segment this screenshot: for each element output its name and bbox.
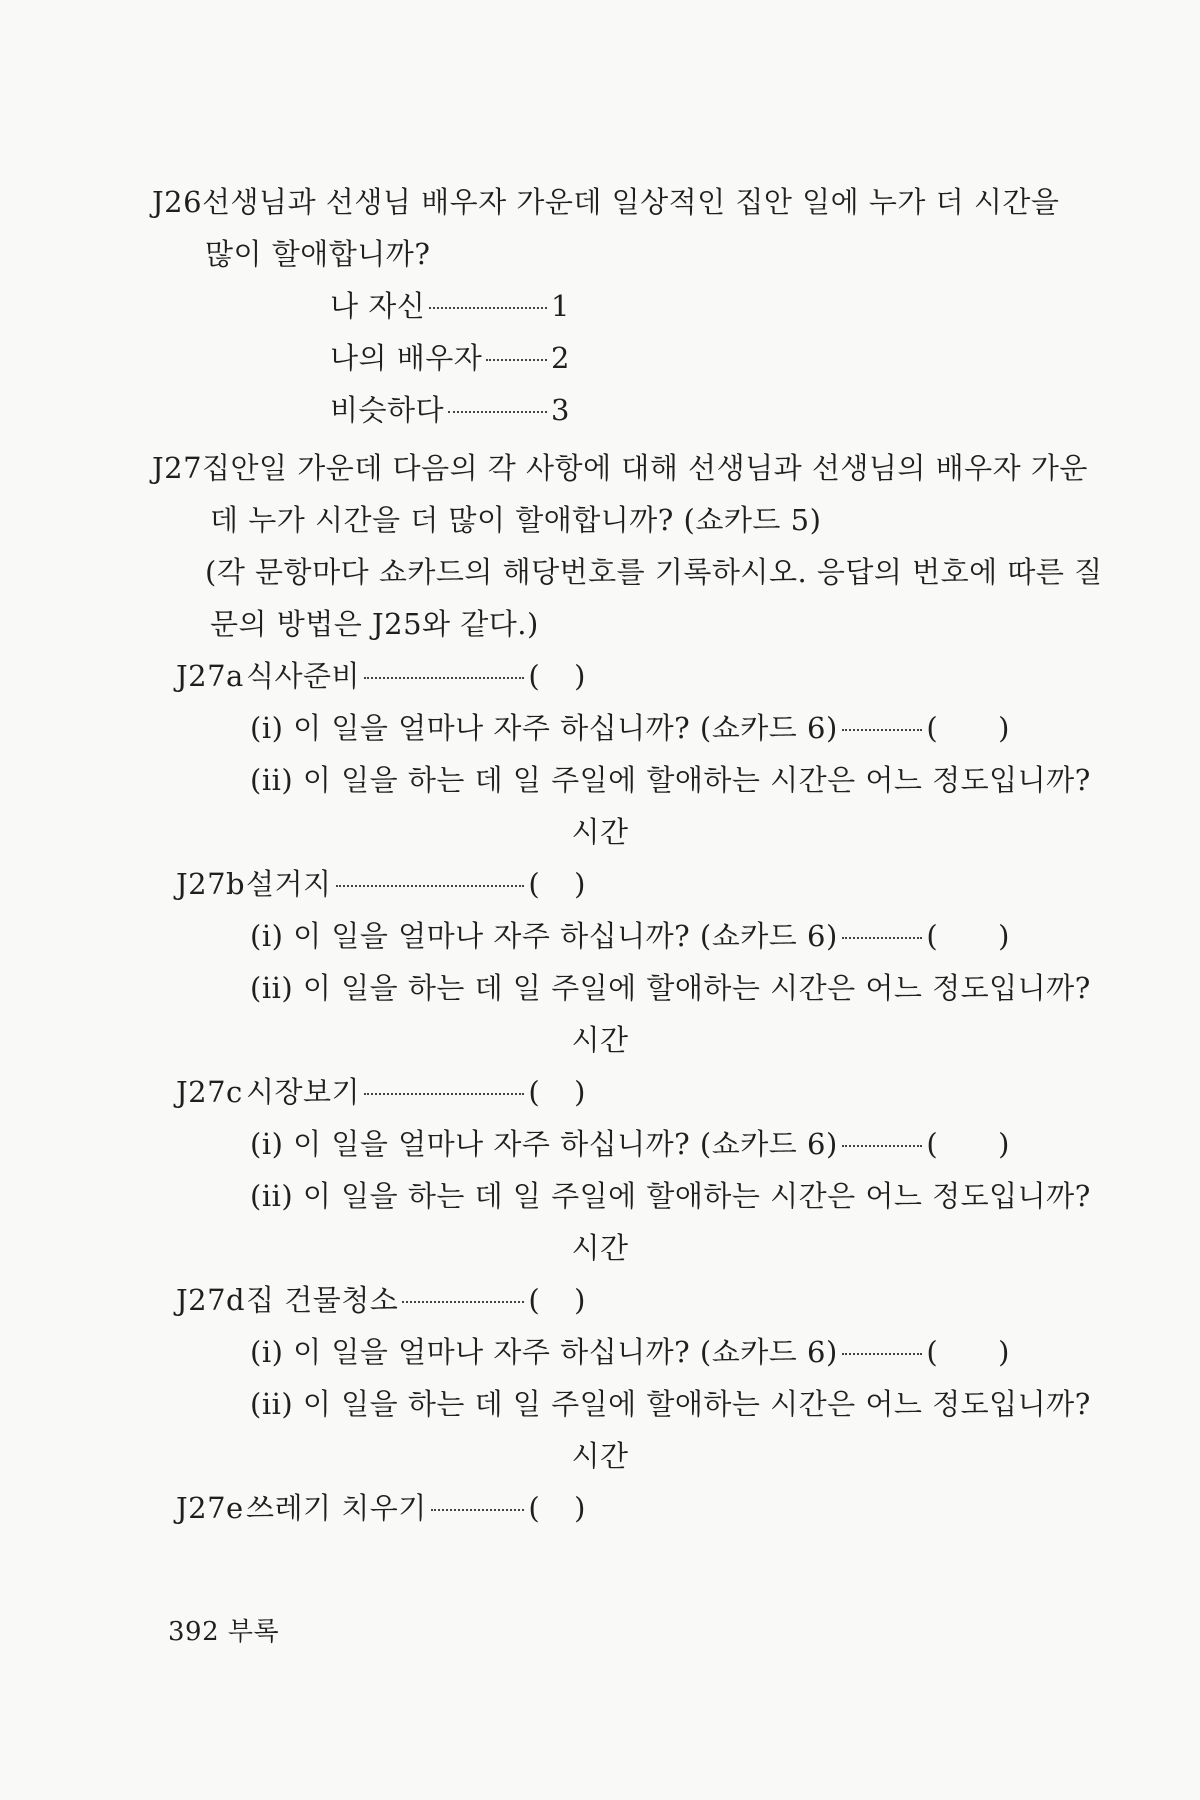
item-label: 설거지 [246,867,332,901]
dot-leader [429,307,547,309]
answer-option [330,390,570,430]
answer-open-paren: ( [528,1283,541,1317]
instruction-text: (각 문항마다 쇼카드의 해당번호를 기록하시오. 응답의 번호에 따른 질 [205,555,1103,589]
question-j26 [152,182,1060,222]
item-id: J27c [176,1075,243,1109]
option-code: 2 [551,341,570,375]
question-text-continued: 많이 할애합니까? [205,237,431,271]
question-id: J26 [152,185,203,219]
dot-leader [364,1093,524,1095]
question-text-continued: 데 누가 시간을 더 많이 할애합니까? (쇼카드 5) [210,503,822,537]
answer-close-paren: ) [574,659,586,693]
sub-question-text: (i) 이 일을 얼마나 자주 하십니까? (쇼카드 6) [250,1335,838,1369]
answer-close-paren: ) [574,1283,586,1317]
answer-close-paren: ) [998,919,1010,953]
item-label: 집 건물청소 [246,1283,399,1317]
answer-open-paren: ( [926,1127,939,1161]
answer-open-paren: ( [528,1075,541,1109]
answer-open-paren: ( [926,919,939,953]
dot-leader [431,1509,525,1511]
sub-question-ii: (ii) 이 일을 하는 데 일 주일에 할애하는 시간은 어느 정도입니까? [250,1179,1091,1213]
sub-question-i [250,916,1010,956]
sub-question-text: (i) 이 일을 얼마나 자주 하십니까? (쇼카드 6) [250,919,838,953]
dot-leader [842,729,923,731]
answer-close-paren: ) [574,867,586,901]
answer-open-paren: ( [926,711,939,745]
item-label: 시장보기 [246,1075,361,1109]
hours-label: 시간 [571,1231,629,1265]
option-label: 나의 배우자 [330,341,483,375]
item-j27e [176,1488,586,1528]
answer-close-paren: ) [998,1335,1010,1369]
answer-open-paren: ( [926,1335,939,1369]
dot-leader [842,1145,923,1147]
instruction-text-continued: 문의 방법은 J25와 같다.) [210,607,539,641]
question-text: 집안일 가운데 다음의 각 사항에 대해 선생님과 선생님의 배우자 가운 [202,451,1088,485]
hours-label: 시간 [571,1023,629,1057]
answer-close-paren: ) [998,711,1010,745]
answer-option [330,286,570,326]
dot-leader [486,359,547,361]
sub-question-ii: (ii) 이 일을 하는 데 일 주일에 할애하는 시간은 어느 정도입니까? [250,971,1091,1005]
sub-question-i [250,708,1010,748]
item-j27a [176,656,586,696]
item-id: J27d [176,1283,246,1317]
item-j27d [176,1280,586,1320]
option-code: 1 [551,289,570,323]
answer-close-paren: ) [574,1075,586,1109]
item-id: J27a [176,659,244,693]
item-label: 쓰레기 치우기 [246,1491,427,1525]
answer-option [330,338,570,378]
hours-label: 시간 [571,815,629,849]
dot-leader [842,937,923,939]
sub-question-text: (i) 이 일을 얼마나 자주 하십니까? (쇼카드 6) [250,711,838,745]
item-label: 식사준비 [246,659,361,693]
item-id: J27b [176,867,246,901]
answer-open-paren: ( [528,867,541,901]
question-id: J27 [152,451,203,485]
option-code: 3 [551,393,570,427]
question-text: 선생님과 선생님 배우자 가운데 일상적인 집안 일에 누가 더 시간을 [202,185,1060,219]
item-j27b [176,864,586,904]
hours-label: 시간 [571,1439,629,1473]
option-label: 나 자신 [330,289,426,323]
item-id: J27e [176,1491,244,1525]
section-name: 부록 [227,1617,280,1647]
question-j27 [152,448,1088,488]
sub-question-i [250,1124,1010,1164]
dot-leader [448,411,547,413]
dot-leader [364,677,524,679]
page-footer [168,1612,279,1652]
sub-question-ii: (ii) 이 일을 하는 데 일 주일에 할애하는 시간은 어느 정도입니까? [250,1387,1091,1421]
answer-open-paren: ( [528,1491,541,1525]
option-label: 비슷하다 [330,393,445,427]
dot-leader [402,1301,524,1303]
dot-leader [842,1353,923,1355]
sub-question-text: (i) 이 일을 얼마나 자주 하십니까? (쇼카드 6) [250,1127,838,1161]
sub-question-ii: (ii) 이 일을 하는 데 일 주일에 할애하는 시간은 어느 정도입니까? [250,763,1091,797]
answer-open-paren: ( [528,659,541,693]
answer-close-paren: ) [574,1491,586,1525]
answer-close-paren: ) [998,1127,1010,1161]
dot-leader [336,885,525,887]
item-j27c [176,1072,586,1112]
page-number: 392 [168,1617,220,1647]
sub-question-i [250,1332,1010,1372]
